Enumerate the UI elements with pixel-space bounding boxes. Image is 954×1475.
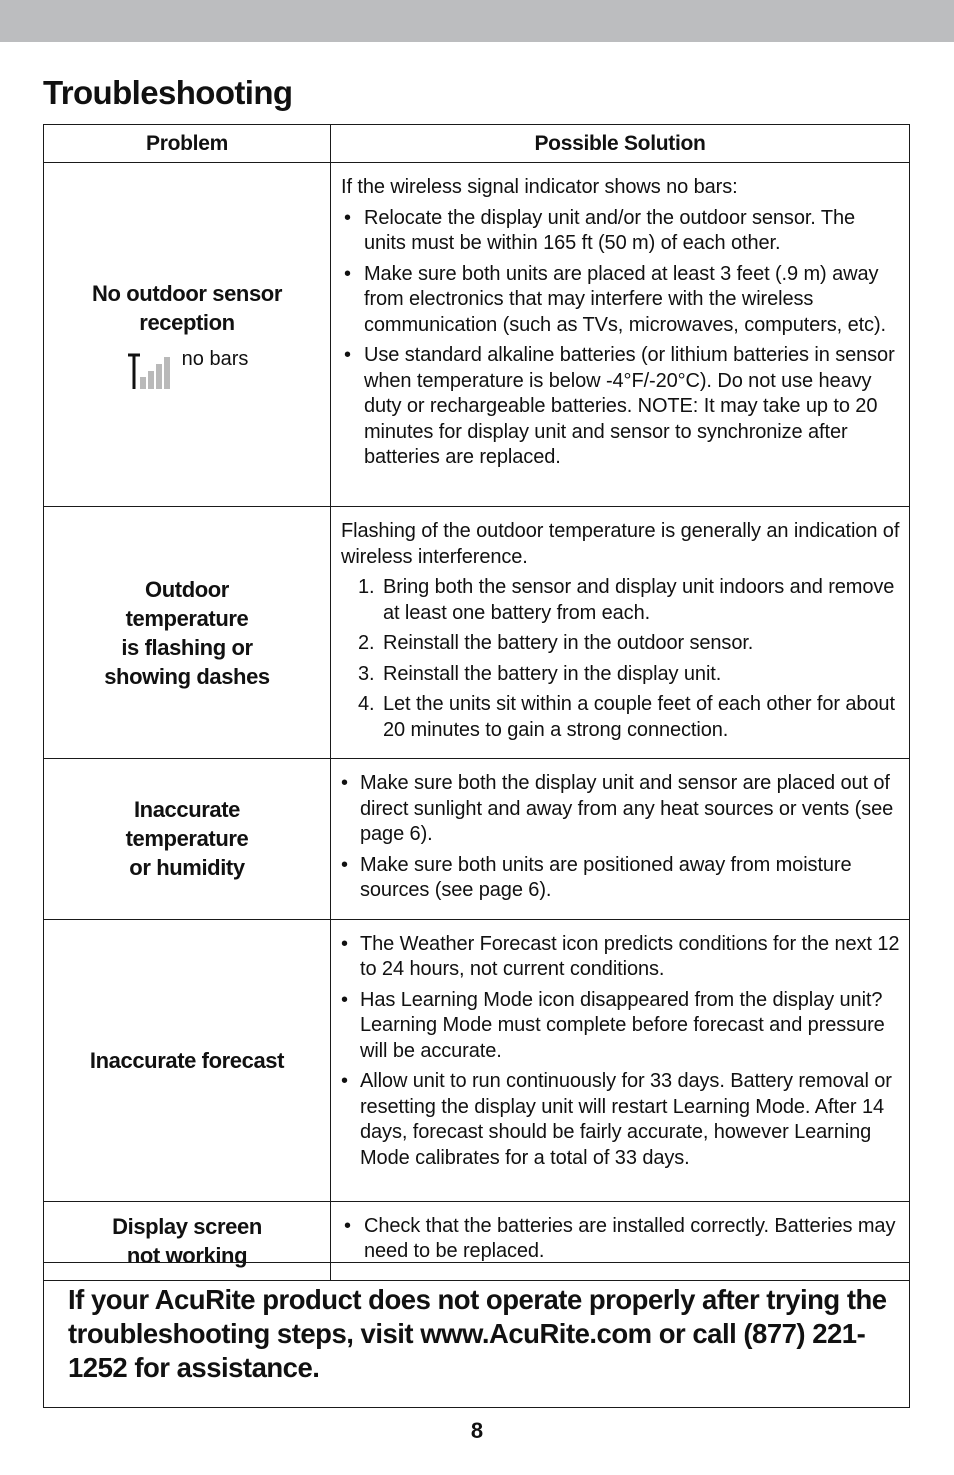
- solution-step: [358, 631, 901, 657]
- table-row: [44, 919, 910, 1201]
- solution-bullet: • Make sure both the display unit and sensor are placed out of direct sunlight and away from any heat sources or vents (see page 6).: [341, 771, 901, 848]
- problem-line: reception: [139, 309, 235, 335]
- solution-bullet: • Make sure both units are placed at least 3 feet (.9 m) away from electronics that may interfere with the wireless communication (such as TVs, microwaves, computers, etc).: [341, 262, 901, 339]
- solution-bullet: • Check that the batteries are installed correctly. Batteries may need to be replaced.: [341, 1214, 901, 1265]
- table-row: [44, 163, 910, 507]
- problem-line: is flashing or: [121, 634, 253, 660]
- problem-cell: [44, 163, 331, 507]
- solution-cell: [331, 163, 910, 507]
- support-notice-text: If your AcuRite product does not operate properly after trying the troubleshooting steps, visit www.AcuRite.com or call (877) 221-1252 for assistance.: [68, 1284, 887, 1383]
- page-number: 8: [470, 1418, 484, 1443]
- problem-line: Inaccurate forecast: [89, 1047, 285, 1073]
- table-row: [44, 507, 910, 759]
- troubleshooting-table: [43, 124, 910, 1281]
- step-number: 4.: [358, 693, 375, 715]
- step-text: Reinstall the battery in the display unit.: [383, 662, 722, 685]
- top-band: [0, 0, 954, 42]
- solution-cell: [331, 919, 910, 1201]
- header-problem: Problem: [44, 125, 331, 163]
- page-title: Troubleshooting: [43, 74, 293, 111]
- problem-line: temperature: [125, 826, 249, 852]
- solution-bullet: • Use standard alkaline batteries (or lithium batteries in sensor when temperature is below -4°F/-20°C). Do not use heavy duty or rechargeable batteries. NOTE: It may take up to 20 minutes for display unit and sensor to synchronize after batteries are replaced.: [341, 343, 901, 471]
- solution-bullet: • Make sure both units are positioned away from moisture sources (see page 6).: [341, 853, 901, 904]
- solution-bullet: • The Weather Forecast icon predicts conditions for the next 12 to 24 hours, not current conditions.: [341, 932, 901, 983]
- step-text: Bring both the sensor and display unit indoors and remove at least one battery from each.: [383, 576, 895, 624]
- problem-cell: [44, 507, 331, 759]
- step-text: Let the units sit within a couple feet of each other for about 20 minutes to gain a strong connection.: [383, 693, 895, 741]
- problem-line: not working: [126, 1242, 248, 1268]
- solution-bullet: • Allow unit to run continuously for 33 days. Battery removal or resetting the display unit will restart Learning Mode. After 14 days, forecast should be fairly accurate, however Learning Mode calibrates for a total of 33 days.: [341, 1069, 901, 1171]
- problem-line: temperature: [125, 605, 249, 631]
- step-number: 2.: [358, 632, 375, 654]
- step-number: 3.: [358, 662, 375, 685]
- problem-line: No outdoor sensor: [92, 280, 282, 306]
- problem-line: Display screen: [112, 1213, 262, 1239]
- problem-line: Outdoor: [145, 576, 229, 602]
- problem-cell: [44, 759, 331, 920]
- signal-bars-icon: [126, 351, 174, 391]
- no-bars-label: no bars: [181, 347, 249, 370]
- solution-step: [358, 662, 901, 688]
- solution-cell: [331, 759, 910, 920]
- step-number: 1.: [358, 576, 375, 598]
- support-notice-box: [43, 1262, 910, 1408]
- solution-bullet: • Relocate the display unit and/or the outdoor sensor. The units must be within 165 ft (50 m) of each other.: [341, 206, 901, 257]
- table-header-row: [44, 125, 910, 163]
- solution-step: [358, 575, 901, 626]
- solution-bullet: • Has Learning Mode icon disappeared from the display unit? Learning Mode must complete before forecast and pressure will be accurate.: [341, 988, 901, 1065]
- problem-line: showing dashes: [104, 663, 270, 689]
- signal-indicator: [54, 347, 320, 391]
- problem-line: or humidity: [129, 855, 245, 881]
- solution-intro: Flashing of the outdoor temperature is generally an indication of wireless interference.: [341, 520, 900, 568]
- solution-cell: [331, 507, 910, 759]
- problem-line: Inaccurate: [133, 797, 241, 823]
- solution-step: [358, 692, 901, 743]
- problem-cell: [44, 919, 331, 1201]
- solution-intro: If the wireless signal indicator shows no bars:: [341, 176, 738, 198]
- table-row: [44, 759, 910, 920]
- step-text: Reinstall the battery in the outdoor sensor.: [383, 632, 754, 654]
- header-solution: Possible Solution: [331, 125, 910, 163]
